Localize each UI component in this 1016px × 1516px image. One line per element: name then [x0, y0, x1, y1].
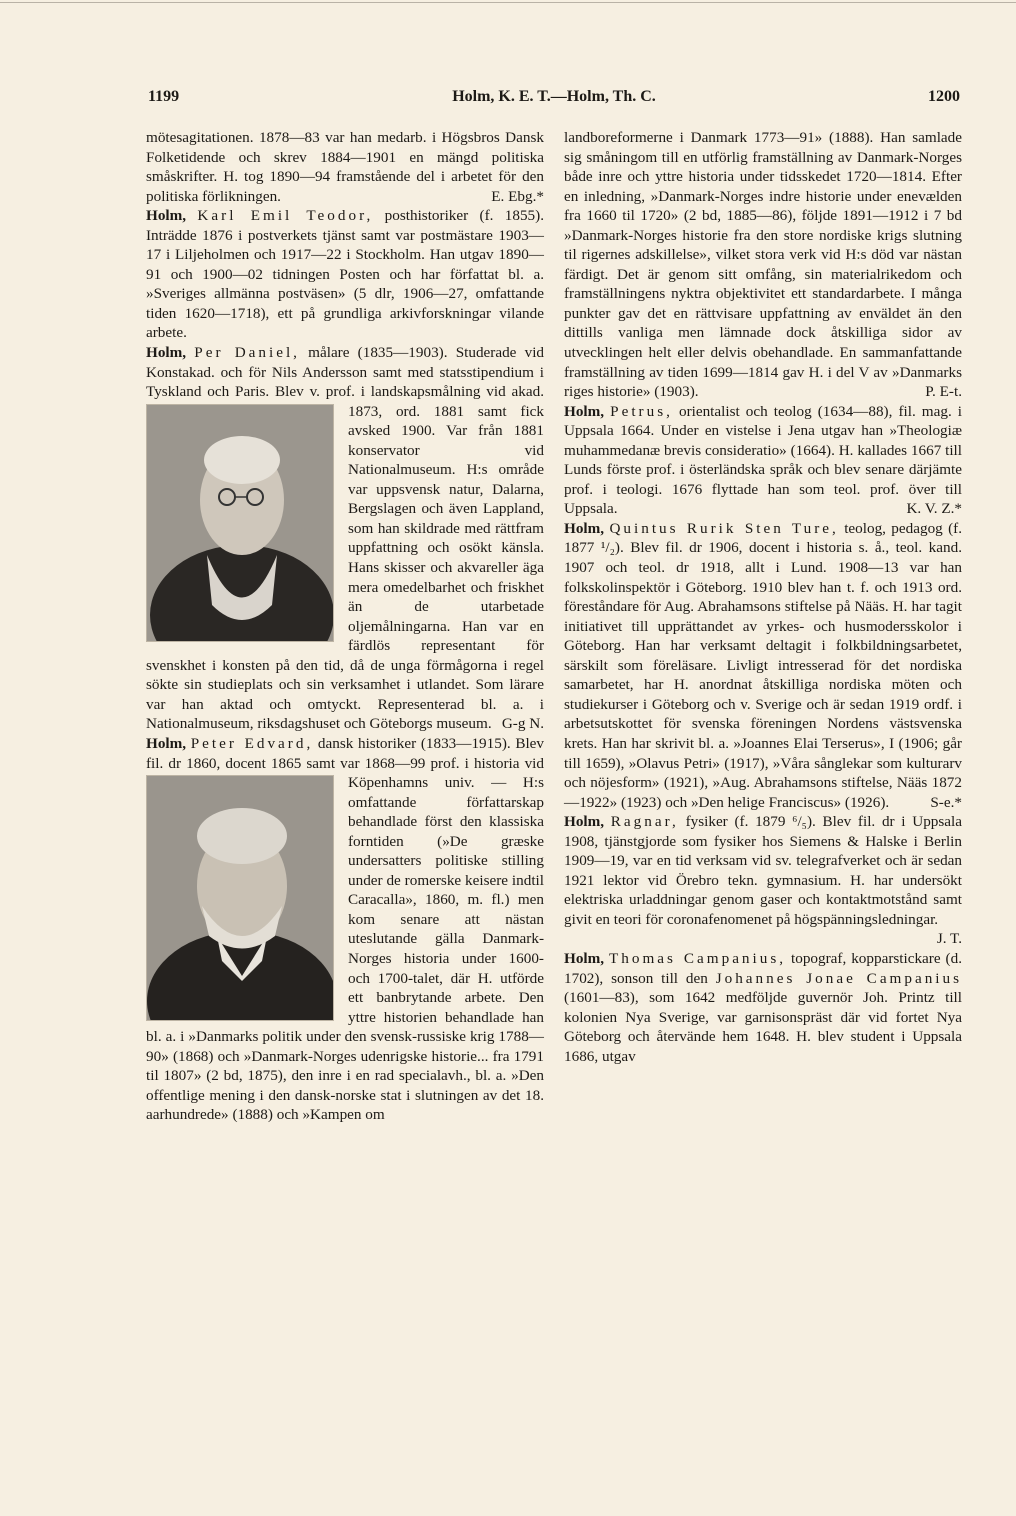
entry-signature: S-e.* — [930, 793, 962, 811]
entry-text: posthistoriker (f. 1855). Inträdde 1876 i postverkets tjänst samt var postmästare 1903—17 i Liljeholmen och 1917—22 i Stockholm. Han utgav 1890—91 och 1900—02 tidningen Posten och har författat bl. a. »Sveriges allmänna postväsen» (5 dlr, 1906—27, omfattande tiden 1620—1718), ett på grundliga arkivforskningar vilande arbete. — [146, 207, 545, 342]
entry-thomas-campanius — [564, 949, 962, 1066]
left-column — [146, 128, 544, 1125]
portrait-image — [147, 405, 333, 641]
entry-given-names: Quintus Rurik Sten Ture, — [609, 519, 839, 537]
entry-petrus — [564, 402, 962, 519]
entry-given-names: Petrus, — [610, 402, 673, 420]
entry-text: mötesagitationen. 1878—83 var han medarb. i Högsbros Dansk Folketidende och skrev 1884—1901 en mängd politiska småskrifter. H. tog 1890—94 framstående del i arbetet för den politiska förlikningen. — [146, 129, 544, 205]
entry-surname: Holm, — [146, 207, 187, 225]
right-column — [564, 128, 962, 1066]
page-header — [148, 88, 960, 112]
page-number-left: 1199 — [148, 88, 180, 105]
page-number-right: 1200 — [928, 88, 960, 105]
continued-entry — [146, 128, 544, 206]
entry-text: (1601—83), som 1642 medföljde guvernör Joh. Printz till kolonien Nya Sverige, var garnisonspräst där vid fortet Nya Göteborg och återvände hem 1648. H. blev student i Uppsala 1686, utgav — [564, 989, 962, 1065]
entry-surname: Holm, — [564, 813, 605, 831]
entry-quintus — [564, 519, 962, 812]
entry-signature: E. Ebg.* — [491, 187, 544, 205]
entry-ragnar — [564, 812, 963, 948]
entry-signature: K. V. Z.* — [906, 500, 962, 518]
entry-given-names: Thomas Campanius, — [609, 949, 787, 967]
page-top-rule — [0, 2, 1016, 3]
entry-text: målare (1835—1903). Studerade vid Konstakad. och för Nils Andersson samt med statsstipendium i Tyskland och Paris. Blev v. prof. i landskapsmålning — [146, 344, 545, 401]
entry-signature: P. E-t. — [925, 383, 962, 401]
entry-text: orientalist och teolog (1634—88), fil. mag. i Uppsala 1664. Under en vistelse i Jena utgav han »Theologiæ muhammedanæ brevis consideratio» (1664). H. kallades 1667 till Lunds förste prof. i österländska språk och blev senare därjämte prof. i teologi. 1676 flyttade han som teol. prof. över till Uppsala. — [564, 402, 963, 518]
portrait-per-daniel-holm — [146, 404, 334, 642]
entry-surname: Holm, — [564, 949, 605, 967]
entry-given-names: Per Daniel, — [194, 344, 300, 362]
entry-person-name: Johannes Jonae Campanius — [715, 969, 963, 987]
entry-surname: Holm, — [564, 519, 605, 537]
entry-text-continued: vid akad. 1873, ord. 1881 samt fick avsked 1900. Var från 1881 konservator vid Nationalmuseum. H:s område var uppsvensk natur, Dalarna, Bergslagen och även Lappland, som han skildrade med rättfram uppfattning och osökt känsla. Hans skisser och akvareller äga mera omedelbarhet och friskhet än de utarbetade oljemålningarna. Han var en färdlös representant för svenskhet i konsten på den tid, då de unga förmågorna i regel sökte sin studieplats och sin verksamhet i utlandet. Som lärare var han aktad och omtyckt. Representerad bl. a. i Nationalmuseum, riksdagshuset och Göteborgs museum. — [146, 383, 545, 733]
portrait-image — [147, 776, 333, 1020]
running-title: Holm, K. E. T.—Holm, Th. C. — [452, 88, 656, 105]
entry-per-daniel — [146, 343, 544, 734]
entry-text: topograf, kopparstickare (d. 1702), sonson till den — [564, 949, 962, 987]
entry-signature: J. T. — [936, 930, 962, 948]
entry-surname: Holm, — [146, 734, 187, 752]
entry-text: dansk historiker (1833—1915). Blev fil. dr 1860, docent 1865 samt var 1868—99 prof. i historia vid Köpenhamns — [146, 734, 545, 792]
continued-entry-peter-edvard — [564, 128, 962, 402]
entry-text: landboreformerne i Danmark 1773—91» (1888). Han samlade sig småningom till en utförlig framställning av Danmark-Norges både inre och yttre historia under tidsskedet 1720—1814. Efter en inledning, »Danmark-Norges indre historie under enevælden fra 1660 til 1720» (2 bd, 1885—86), följde 1891—1912 i 7 bd »Danmark-Norges historie fra den store nordiske krigs slutning til rigernes adskillelse», vilket stora verk vid H:s död var nästan färdigt. Det är genom sitt omfång, sin materialrikedom och framställningens nyktra objektivitet ett standardarbete. I många punkter gav det en rättvisare uppfattning av enväldet än den dittills vanliga men lämnade dock åtskilliga sidor av utvecklingen helt eller delvis obehandlade. En sammanfattande framställning av tiden 1699—1814 gav H. i del V av »Danmarks riges historie» (1903). — [564, 129, 962, 401]
entry-given-names: Peter Edvard, — [190, 734, 314, 752]
entry-peter-edvard — [146, 734, 544, 1125]
entry-text: fysiker (f. 1879 ⁶/₅). Blev fil. dr i Uppsala 1908, tjänstgjorde som fysiker hos Siemens & Halske i Berlin 1909—19, var en tid verksam vid sv. telegrafverket och är sedan 1921 lektor vid Örebro tekn. gymnasium. H. har undersökt elektriska urladdningar genom gaser och kontaktmotstånd samt givit en teori för coronafenomenet på högspänningsledningar. — [564, 813, 963, 928]
entry-surname: Holm, — [564, 402, 605, 420]
entry-given-names: Karl Emil Teodor, — [197, 207, 374, 225]
entry-text: teolog, pedagog (f. 1877 ¹/₂). Blev fil. dr 1906, docent i historia s. å., teol. kand. 1907 och teol. dr 1918, allt i Lund. 1908—13 var han folkskolinspektör i Göteborg. 1910 blev han t. f. och 1913 ord. föreståndare för Aug. Abrahamsons stiftelse på Nääs. H. har tagit initiativet till upprättandet av yrkes- och husmodersskolor i Göteborg. Han har verksamt deltagit i folkbildningsarbetet, särskilt som föreläsare. Livligt intresserad för det nordiska samarbetet, har H. anordnat åtskilliga nordiska möten och studiekurser i Göteborg och v. Sverige och är sedan 1919 ordf. i arbetsutskottet för svenska föreningen Nordens västsvenska krets. Han har skrivit bl. a. »Joannes Elai Terserus», I (1906; går till 1659), »Olavus Petri» (1917), »Våra sånglekar som kulturarv och nöjesform» (1921), »Aug. Abrahamsons stiftelse, Nääs 1872—1922» (1923) och »Den helige Franciscus» (1926). — [564, 519, 963, 811]
entry-text-continued: univ. — H:s omfattande författarskap behandlade först den klassiska forntiden (»De græske undersatters politiske stilling under de romerske keisere indtil Caracalla», 1860, m. fl.) men kom senare att nästan uteslutande gälla Danmark-Norges historia under 1600- och 1700-talet, där H. utförde ett banbrytande arbete. Den yttre historien behandlade han bl. a. i »Danmarks politik under den svensk-russiske krig 1788—90» (1868) och »Danmark-Norges udenrigske historie... fra 1791 til 1807» (2 bd, 1875), den inre i en rad specialavh., bl. a. »Den offentlige mening i den dansk-norske stat i slutningen av det 18. aarhundrede» (1888) och »Kampen om — [146, 774, 544, 1124]
entry-karl-emil-teodor — [146, 206, 544, 343]
entry-signature: G-g N. — [501, 715, 544, 733]
entry-surname: Holm, — [146, 344, 187, 362]
entry-given-names: Ragnar, — [610, 813, 679, 831]
portrait-peter-edvard-holm — [146, 775, 334, 1021]
